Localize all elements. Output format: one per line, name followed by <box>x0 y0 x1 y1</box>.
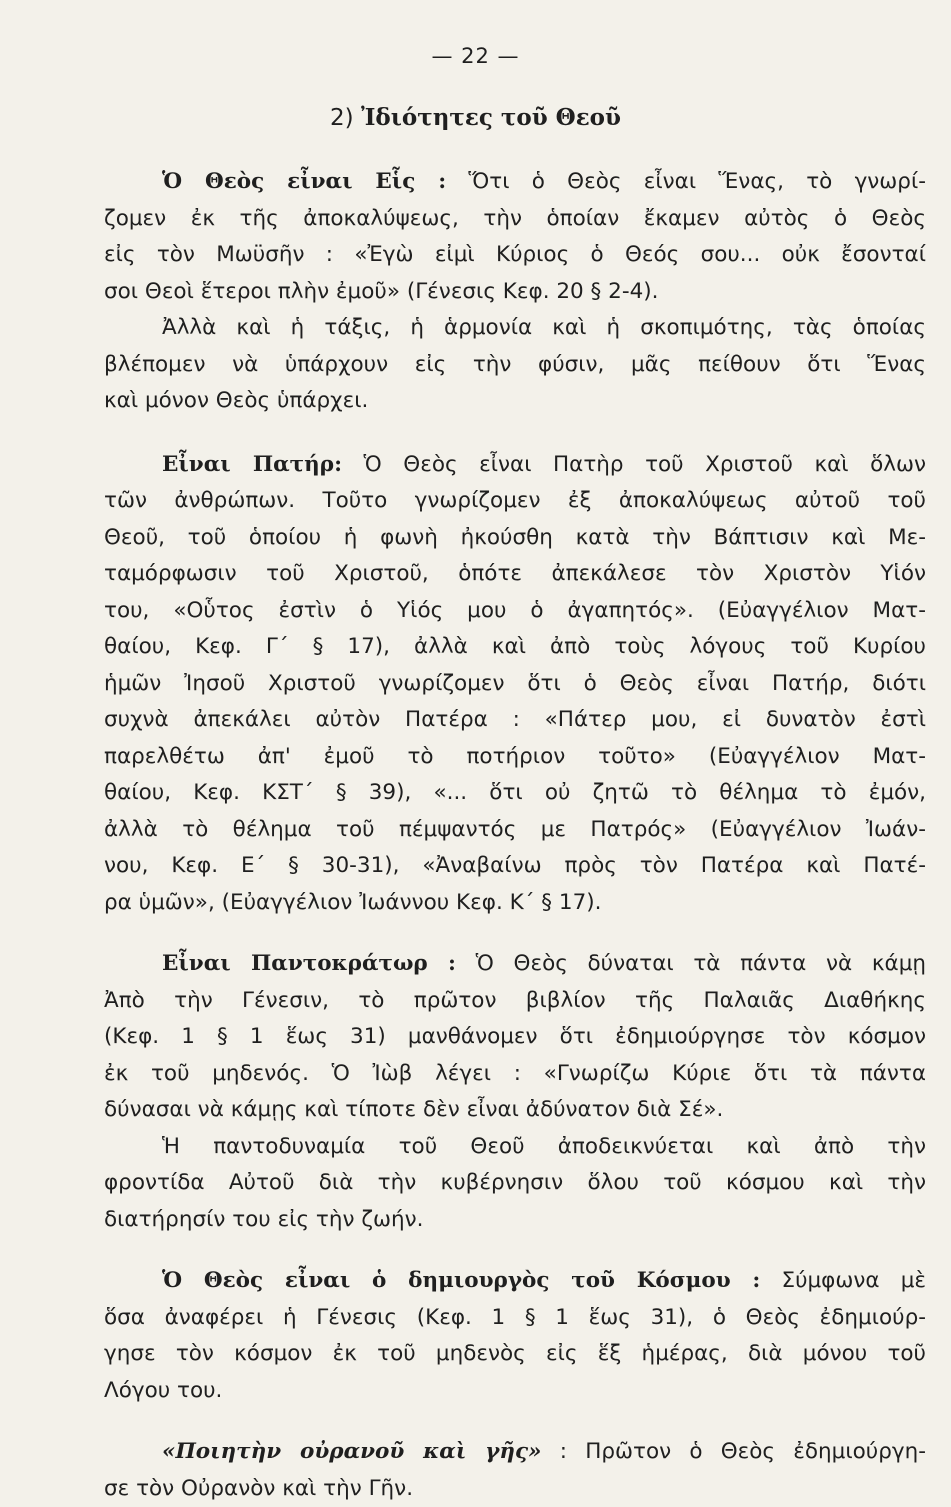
line-text: θαίου, Κεφ. Γ΄ § 17), ἀλλὰ καὶ ἀπὸ τοὺς λόγους τοῦ Κυρίου <box>104 634 926 659</box>
text-line <box>104 1092 926 1129</box>
line-text: Ἡ παντοδυναμία τοῦ Θεοῦ ἀποδεικνύεται καὶ ἀπὸ τὴν <box>162 1134 926 1159</box>
text-line <box>104 347 926 384</box>
text-line <box>104 885 926 922</box>
text-line <box>104 1373 926 1410</box>
line-text: ταμόρφωσιν τοῦ Χριστοῦ, ὁπότε ἀπεκάλεσε τὸν Χριστὸν Υἱόν <box>104 561 926 586</box>
section-1 <box>104 164 926 420</box>
text-line <box>104 520 926 557</box>
text-line <box>104 702 926 739</box>
line-text: φροντίδα Αὐτοῦ διὰ τὴν κυβέρνησιν ὅλου τοῦ κόσμου καὶ τὴν <box>104 1170 926 1195</box>
text-line <box>104 201 926 238</box>
line-text: παρελθέτω ἀπ' ἐμοῦ τὸ ποτήριον τοῦτο» (Εὐαγγέλιον Ματ- <box>104 744 926 769</box>
body-text <box>104 164 926 1507</box>
paragraph-lead: Ὁ Θεὸς εἶναι Εἷς : <box>162 169 446 194</box>
line-text: του, «Οὗτος ἐστὶν ὁ Υἱός μου ὁ ἀγαπητός». (Εὐαγγέλιον Ματ- <box>104 598 926 623</box>
section-5 <box>104 1434 926 1507</box>
text-line <box>104 1056 926 1093</box>
text-line <box>104 383 926 420</box>
line-text: διατήρησίν του εἰς τὴν ζωήν. <box>104 1207 424 1232</box>
line-text: Σύμφωνα μὲ <box>760 1268 926 1293</box>
line-text: Ἀπὸ τὴν Γένεσιν, τὸ πρῶτον βιβλίον τῆς Παλαιᾶς Διαθήκης <box>104 988 926 1013</box>
text-line <box>104 775 926 812</box>
text-line <box>104 1263 926 1300</box>
line-text: βλέπομεν νὰ ὑπάρχουν εἰς τὴν φύσιν, μᾶς πείθουν ὅτι Ἕνας <box>104 352 926 377</box>
text-line <box>104 310 926 347</box>
text-line <box>104 447 926 484</box>
line-text: συχνὰ ἀπεκάλει αὐτὸν Πατέρα : «Πάτερ μου, εἰ δυνατὸν ἐστὶ <box>104 707 926 732</box>
text-line <box>104 946 926 983</box>
line-text: (Κεφ. 1 § 1 ἕως 31) μανθάνομεν ὅτι ἐδημιούργησε τὸν κόσμον <box>104 1024 926 1049</box>
line-text: θαίου, Κεφ. ΚΣΤ΄ § 39), «... ὅτι οὐ ζητῶ τὸ θέλημα τὸ ἐμόν, <box>104 780 926 805</box>
text-line <box>104 739 926 776</box>
paragraph-lead: Ὁ Θεὸς εἶναι ὁ δημιουργὸς τοῦ Κόσμου : <box>162 1268 760 1293</box>
text-line <box>104 274 926 311</box>
line-text: σοι Θεοὶ ἕτεροι πλὴν ἐμοῦ» (Γένεσις Κεφ. 20 § 2-4). <box>104 279 658 304</box>
text-line <box>104 1129 926 1166</box>
text-line <box>104 1202 926 1239</box>
line-text: ὅσα ἀναφέρει ἡ Γένεσις (Κεφ. 1 § 1 ἕως 31), ὁ Θεὸς ἐδημιούρ- <box>104 1305 926 1330</box>
text-line <box>104 848 926 885</box>
text-line <box>104 483 926 520</box>
line-text: σε τὸν Οὐρανὸν καὶ τὴν Γῆν. <box>104 1476 413 1501</box>
text-line <box>104 629 926 666</box>
line-text: ἐκ τοῦ μηδενός. Ὁ Ἰὼβ λέγει : «Γνωρίζω Κύριε ὅτι τὰ πάντα <box>104 1061 926 1086</box>
line-text: δύνασαι νὰ κάμῃς καὶ τίποτε δὲν εἶναι ἀδύνατον διὰ Σέ». <box>104 1097 723 1122</box>
page-number: — 22 — <box>0 44 951 68</box>
text-line <box>104 1300 926 1337</box>
line-text: : Πρῶτον ὁ Θεὸς ἐδημιούργη- <box>541 1439 926 1464</box>
line-text: ρα ὑμῶν», (Εὐαγγέλιον Ἰωάννου Κεφ. Κ΄ § 17). <box>104 890 601 915</box>
line-text: Ὅτι ὁ Θεὸς εἶναι Ἕνας, τὸ γνωρί- <box>446 169 926 194</box>
text-line <box>104 812 926 849</box>
heading-number: 2) <box>330 105 354 131</box>
line-text: Ἀλλὰ καὶ ἡ τάξις, ἡ ἁρμονία καὶ ἡ σκοπιμότης, τὰς ὁποίας <box>162 315 926 340</box>
line-text: καὶ μόνον Θεὸς ὑπάρχει. <box>104 388 368 413</box>
line-text: ἀλλὰ τὸ θέλημα τοῦ πέμψαντός με Πατρός» (Εὐαγγέλιον Ἰωάν- <box>104 817 926 842</box>
text-line <box>104 1434 926 1471</box>
text-line <box>104 666 926 703</box>
text-line <box>104 556 926 593</box>
text-line <box>104 164 926 201</box>
text-line <box>104 1019 926 1056</box>
line-text: Θεοῦ, τοῦ ὁποίου ἡ φωνὴ ἠκούσθη κατὰ τὴν Βάπτισιν καὶ Με- <box>104 525 926 550</box>
text-line <box>104 1471 926 1507</box>
paragraph-lead: Εἶναι Παντοκράτωρ : <box>162 951 456 976</box>
text-line <box>104 237 926 274</box>
text-line <box>104 1165 926 1202</box>
quoted-phrase: «Ποιητὴν οὐρανοῦ καὶ γῆς» <box>162 1439 541 1464</box>
paragraph-lead: Εἶναι Πατήρ: <box>162 452 342 477</box>
line-text: γησε τὸν κόσμον ἐκ τοῦ μηδενὸς εἰς ἕξ ἡμέρας, διὰ μόνου τοῦ <box>104 1341 926 1366</box>
text-line <box>104 1336 926 1373</box>
line-text: ἡμῶν Ἰησοῦ Χριστοῦ γνωρίζομεν ὅτι ὁ Θεὸς εἶναι Πατήρ, διότι <box>104 671 926 696</box>
text-line <box>104 593 926 630</box>
line-text: τῶν ἀνθρώπων. Τοῦτο γνωρίζομεν ἐξ ἀποκαλύψεως αὐτοῦ τοῦ <box>104 488 926 513</box>
section-2 <box>104 447 926 922</box>
line-text: ζομεν ἐκ τῆς ἀποκαλύψεως, τὴν ὁποίαν ἔκαμεν αὐτὸς ὁ Θεὸς <box>104 206 926 231</box>
line-text: εἰς τὸν Μωϋσῆν : «Ἐγὼ εἰμὶ Κύριος ὁ Θεός σου... οὐκ ἔσονταί <box>104 242 926 267</box>
heading-title: Ἰδιότητες τοῦ Θεοῦ <box>361 104 621 131</box>
line-text: Ὁ Θεὸς εἶναι Πατὴρ τοῦ Χριστοῦ καὶ ὅλων <box>342 452 926 477</box>
text-line <box>104 983 926 1020</box>
line-text: Ὁ Θεὸς δύναται τὰ πάντα νὰ κάμῃ <box>456 951 926 976</box>
line-text: Λόγου του. <box>104 1378 222 1403</box>
section-4 <box>104 1263 926 1409</box>
line-text: νου, Κεφ. Ε΄ § 30-31), «Ἀναβαίνω πρὸς τὸν Πατέρα καὶ Πατέ- <box>104 853 926 878</box>
section-heading <box>0 104 951 131</box>
section-3 <box>104 946 926 1238</box>
